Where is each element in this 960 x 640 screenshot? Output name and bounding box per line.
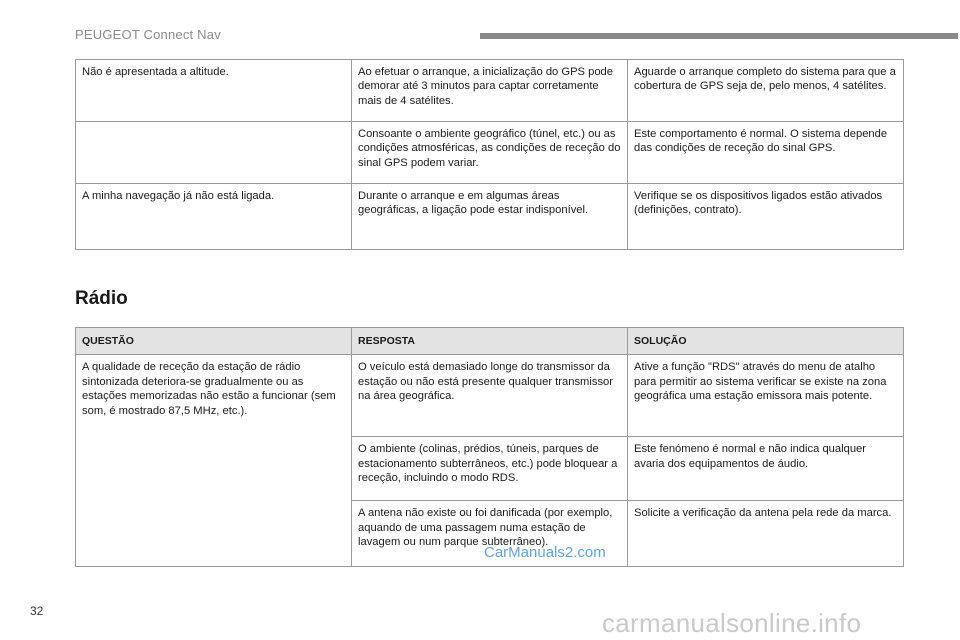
document-header-title: PEUGEOT Connect Nav (75, 27, 221, 42)
watermark-carmanuals2: CarManuals2.com (484, 544, 606, 561)
table-row (76, 355, 904, 437)
solution-cell: Verifique se os dispositivos ligados estão ativados (definições, contrato). (628, 184, 904, 250)
section-title-radio: Rádio (75, 288, 128, 309)
solution-cell: Aguarde o arranque completo do sistema para que a cobertura de GPS seja de, pelo menos, 4 satélites. (628, 60, 904, 122)
table-row (76, 184, 904, 250)
column-header-answer: RESPOSTA (352, 328, 628, 355)
table-row (76, 60, 904, 122)
answer-cell: Durante o arranque e em algumas áreas geográficas, a ligação pode estar indisponível. (352, 184, 628, 250)
answer-cell: Ao efetuar o arranque, a inicialização do GPS pode demorar até 3 minutos para captar corretamente mais de 4 satélites. (352, 60, 628, 122)
question-cell: Não é apresentada a altitude. (76, 60, 352, 122)
table-header-row (76, 328, 904, 355)
answer-cell: A antena não existe ou foi danificada (por exemplo, aquando de uma passagem numa estação de lavagem ou num parque subterrâneo). (352, 501, 628, 567)
page-number: 32 (30, 604, 44, 618)
answer-cell: O veículo está demasiado longe do transmissor da estação ou não está presente qualquer transmissor na área geográfica. (352, 355, 628, 437)
solution-cell: Solicite a verificação da antena pela rede da marca. (628, 501, 904, 567)
solution-cell: Este fenómeno é normal e não indica qualquer avaria dos equipamentos de áudio. (628, 437, 904, 501)
solution-cell: Este comportamento é normal. O sistema depende das condições de receção do sinal GPS. (628, 122, 904, 184)
radio-troubleshooting-table (75, 327, 904, 567)
question-cell-empty (76, 122, 352, 184)
question-cell: A qualidade de receção da estação de rádio sintonizada deteriora-se gradualmente ou as estações memorizadas não estão a funcionar (sem som, é mostrado 87,5 MHz, etc.). (76, 355, 352, 567)
watermark-carmanualsonline: carmanualsonline.info (602, 608, 862, 638)
solution-cell: Ative a função "RDS" através do menu de atalho para permitir ao sistema verificar se existe na zona geográfica uma estação emissora mais potente. (628, 355, 904, 437)
answer-cell: Consoante o ambiente geográfico (túnel, etc.) ou as condições atmosféricas, as condições de receção do sinal GPS podem variar. (352, 122, 628, 184)
answer-cell: O ambiente (colinas, prédios, túneis, parques de estacionamento subterrâneos, etc.) pode bloquear a receção, incluindo o modo RDS. (352, 437, 628, 501)
table-row (76, 122, 904, 184)
gps-troubleshooting-table (75, 59, 904, 250)
header-bar (480, 33, 958, 39)
question-cell: A minha navegação já não está ligada. (76, 184, 352, 250)
column-header-solution: SOLUÇÃO (628, 328, 904, 355)
column-header-question: QUESTÃO (76, 328, 352, 355)
